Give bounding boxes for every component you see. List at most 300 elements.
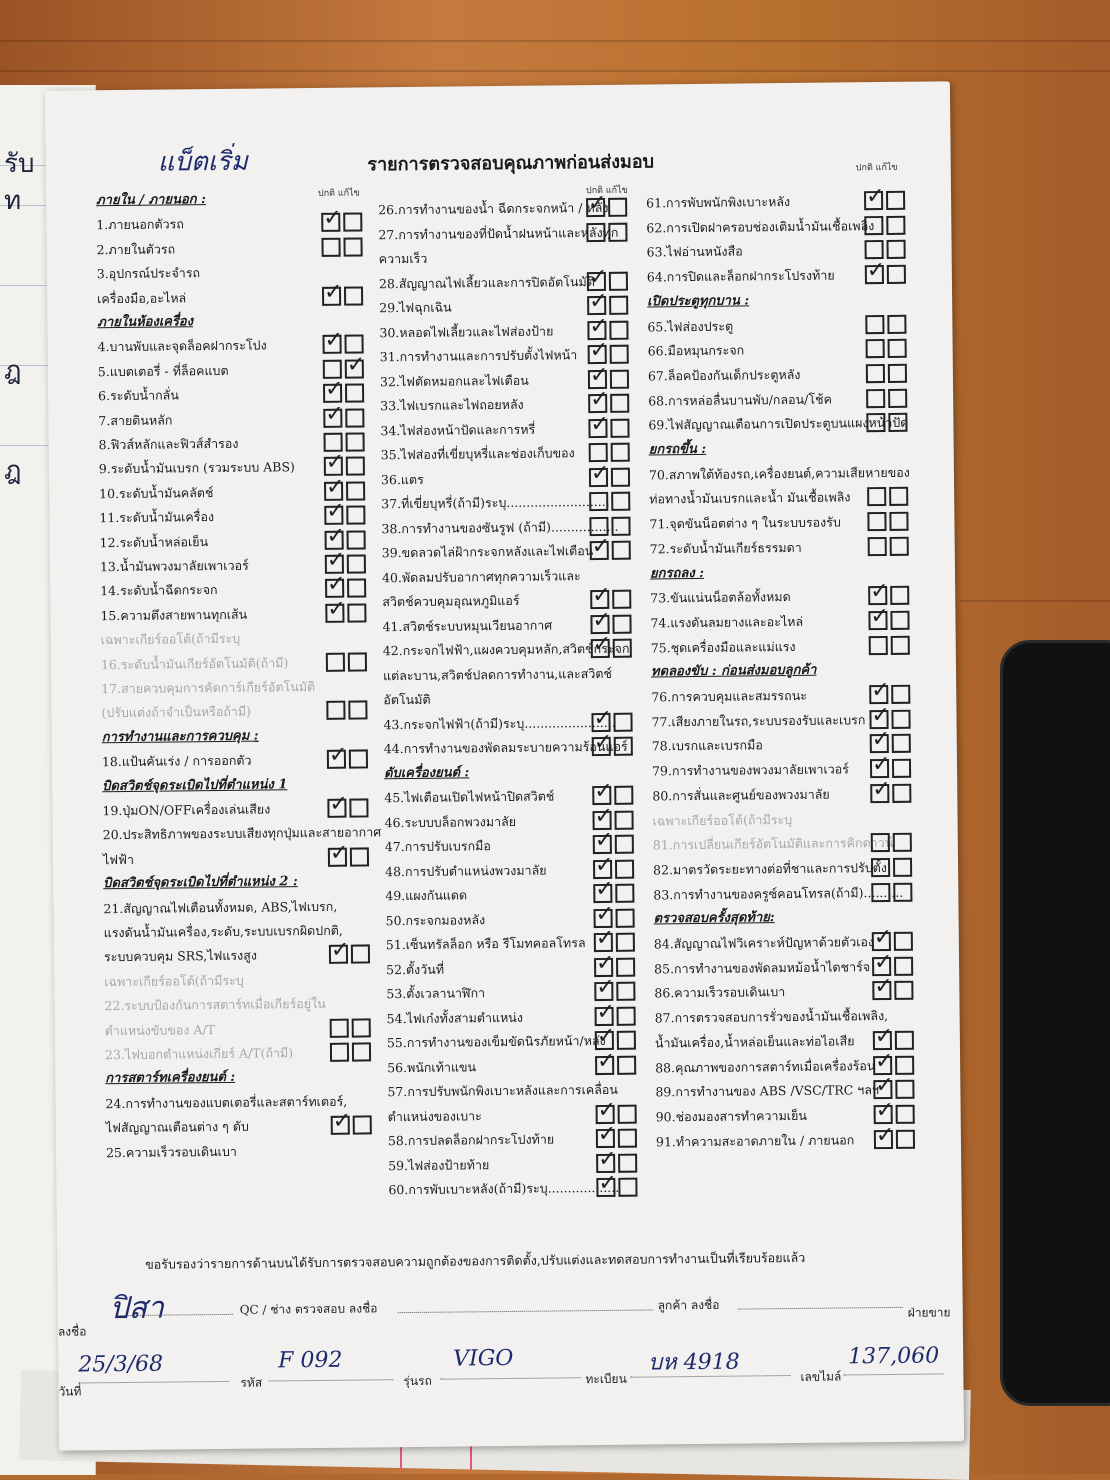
fix-checkbox[interactable] (610, 345, 629, 364)
normal-checkbox[interactable] (324, 481, 343, 500)
checklist-item: เฉพาะเกียร์ออโต้(ถ้ามีระบุ (652, 811, 793, 828)
fix-checkbox[interactable] (892, 734, 911, 753)
fix-checkbox[interactable] (612, 590, 631, 609)
fix-checkbox[interactable] (894, 981, 913, 1000)
fix-checkbox[interactable] (352, 1018, 371, 1037)
fix-checkbox[interactable] (893, 858, 912, 877)
normal-checkbox[interactable] (868, 611, 887, 630)
normal-checkbox[interactable] (588, 394, 607, 413)
fix-checkbox[interactable] (888, 339, 907, 358)
normal-checkbox[interactable] (873, 1031, 892, 1050)
checklist-item: 17.สายควบคุมการคัดการ์เกียร์อัตโนมัติ (101, 678, 316, 697)
normal-checkbox[interactable] (596, 1178, 615, 1197)
checklist-item: 2.ภายในตัวรถ (96, 241, 176, 258)
registration-label: ทะเบียน (585, 1371, 627, 1387)
fix-checkbox[interactable] (349, 798, 368, 817)
fix-checkbox[interactable] (347, 603, 366, 622)
fix-checkbox[interactable] (615, 908, 634, 927)
checklist-item: 47.การปรับเบรกมือ (384, 838, 491, 855)
fix-checkbox[interactable] (345, 384, 364, 403)
checklist-item: เครื่องมือ,อะไหล่ (97, 289, 187, 306)
checklist-item: 36.แตร (380, 471, 424, 487)
checklist-item: 21.สัญญาณไฟเตือนทั้งหมด, ABS,ไฟเบรก, (103, 898, 338, 916)
checklist-item: 70.สภาพใต้ท้องรถ,เครื่องยนต์,ความเสียหายของ (648, 464, 910, 483)
fix-checkbox[interactable] (895, 1080, 914, 1099)
fix-checkbox[interactable] (346, 432, 365, 451)
checklist-item: 61.การพับพนักพิงเบาะหลัง (646, 193, 791, 211)
checklist-item: 83.การทำงานของครูซ์คอนโทรล(ถ้ามี).......... (653, 884, 904, 903)
fix-checkbox[interactable] (343, 237, 362, 256)
fix-checkbox[interactable] (613, 712, 632, 731)
normal-checkbox[interactable] (324, 433, 343, 452)
checklist-item: 79.การทำงานของพวงมาลัยเพาเวอร์ (651, 761, 850, 779)
checklist-item: 20.ประสิทธิภาพของระบบเสียงทุกปุ่มและสายอากาศ (102, 824, 382, 843)
checklist-item: 90.ช่องมองสารทำความเย็น (655, 1107, 807, 1125)
fix-checkbox[interactable] (891, 685, 910, 704)
model-value: VIGO (453, 1345, 514, 1372)
fix-checkbox[interactable] (610, 369, 629, 388)
fix-checkbox[interactable] (609, 296, 628, 315)
fix-checkbox[interactable] (616, 982, 635, 1001)
fix-checkbox[interactable] (614, 737, 633, 756)
checklist-item: เฉพาะเกียร์ออโต้(ถ้ามีระบุ (100, 630, 241, 648)
checklist-item: 27.การทำงานของที่ปัดน้ำฝนหน้าและหลังทุก (378, 224, 619, 242)
checklist-item: 53.ตั้งเวลานาฬิกา (386, 985, 486, 1002)
normal-checkbox[interactable] (593, 835, 612, 854)
checklist-item: 24.การทำงานของแบตเตอรี่และสตาร์ทเตอร์, (105, 1093, 348, 1111)
checklist-item: 41.สวิตช์ระบบหมุนเวียนอากาศ (382, 616, 553, 634)
fix-checkbox[interactable] (617, 1055, 636, 1074)
normal-checkbox[interactable] (869, 636, 888, 655)
fix-checkbox[interactable] (352, 1042, 371, 1061)
normal-checkbox[interactable] (872, 957, 891, 976)
normal-checkbox[interactable] (868, 586, 887, 605)
normal-checkbox[interactable] (327, 750, 346, 769)
normal-checkbox[interactable] (325, 530, 344, 549)
checklist-item: 22.ระบบป้องกันการสตาร์ทเมื่อเกียร์อยู่ใน (104, 996, 326, 1014)
fix-checkbox[interactable] (893, 882, 912, 901)
normal-checkbox[interactable] (590, 590, 609, 609)
fix-checkbox[interactable] (893, 833, 912, 852)
fix-checkbox[interactable] (611, 516, 630, 535)
fix-checkbox[interactable] (609, 271, 628, 290)
checklist-item: 62.การเปิดฝาครอบช่องเติมน้ำมันเชื้อเพลิง (646, 217, 875, 236)
normal-checkbox[interactable] (873, 1055, 892, 1074)
checklist-item: 51.เซ็นทรัลล็อก หรือ รีโมทคอลโทรล (385, 935, 586, 953)
column-header: ปกติ แก้ไข (585, 185, 628, 197)
fix-checkbox[interactable] (616, 957, 635, 976)
normal-checkbox[interactable] (591, 712, 610, 731)
fix-checkbox[interactable] (346, 481, 365, 500)
normal-checkbox[interactable] (595, 1006, 614, 1025)
checklist-item: 34.ไฟส่องหน้าปัดและการหรี่ (380, 421, 536, 438)
checklist-item: 75.ชุดเครื่องมือและแม่แรง (650, 638, 796, 656)
certification-text: ขอรับรองว่ารายการด้านบนได้รับการตรวจสอบความถูกต้องของการติดตั้ง,ปรับแต่งและทดสอบการทำงานเป็นที่เรียบร้อยแล้ว (145, 1249, 806, 1272)
normal-checkbox[interactable] (326, 701, 345, 720)
normal-checkbox[interactable] (865, 265, 884, 284)
normal-checkbox[interactable] (586, 222, 605, 241)
checklist-item: แต่ละบาน,สวิตช์ปลดการทำงาน,และสวิตช์ (382, 665, 612, 683)
checklist-item: 38.การทำงานของซันรูฟ (ถ้ามี)................. (381, 518, 619, 536)
checklist-item: 87.การตรวจสอบการรั่วของน้ำมันเชื้อเพลิง, (654, 1008, 889, 1026)
normal-checkbox[interactable] (594, 957, 613, 976)
checklist-item: 50.กระจกมองหลัง (385, 911, 486, 928)
normal-checkbox[interactable] (322, 335, 341, 354)
checklist-item: ไฟสัญญาณเตือนต่าง ๆ ดับ (105, 1118, 249, 1136)
phone (1000, 640, 1110, 1406)
fix-checkbox[interactable] (887, 240, 906, 259)
checklist-item: 58.การปลดล็อกฝากระโปงท้าย (387, 1131, 555, 1149)
normal-checkbox[interactable] (323, 384, 342, 403)
checklist-item: 43.กระจกไฟฟ้า(ถ้ามี)ระบุ....................... (383, 714, 616, 732)
fix-checkbox[interactable] (348, 652, 367, 671)
checklist-item: 84.สัญญาณไฟวิเคราะห์ปัญหาด้วยตัวเอง (653, 934, 875, 952)
fix-checkbox[interactable] (891, 635, 910, 654)
normal-checkbox[interactable] (865, 240, 884, 259)
fix-checkbox[interactable] (617, 1006, 636, 1025)
normal-checkbox[interactable] (592, 810, 611, 829)
checklist-item: 49.แผงกันแดด (385, 887, 468, 904)
normal-checkbox[interactable] (329, 945, 348, 964)
fix-checkbox[interactable] (890, 586, 909, 605)
normal-checkbox[interactable] (596, 1104, 615, 1123)
normal-checkbox[interactable] (589, 443, 608, 462)
fix-checkbox[interactable] (609, 320, 628, 339)
normal-checkbox[interactable] (331, 1116, 350, 1135)
section-heading: ภายใน / ภายนอก : (95, 192, 207, 209)
checklist-item: ระบบควบคุม SRS,ไฟแรงสูง (103, 947, 258, 965)
checklist-item: 54.ไฟเก๋งทั้งสามตำแหน่ง (386, 1009, 523, 1026)
checklist-item: 82.มาตรวัดระยะทางต่อที่ชาและการปรับตั้ง (653, 859, 888, 878)
checklist-item: ไฟฟ้า (102, 851, 135, 868)
checklist-item: อัตโนมัติ (383, 691, 431, 708)
normal-checkbox[interactable] (592, 737, 611, 756)
fix-checkbox[interactable] (353, 1116, 372, 1135)
fix-checkbox[interactable] (349, 750, 368, 769)
fix-checkbox[interactable] (886, 215, 905, 234)
checklist-item: 11.ระดับน้ำมันเครื่อง (99, 509, 215, 526)
checklist-item: น้ำมันเครื่อง,น้ำหล่อเย็นและท่อไอเสีย (654, 1033, 855, 1051)
normal-checkbox[interactable] (596, 1129, 615, 1148)
checklist-item: 12.ระดับน้ำหล่อเย็น (99, 533, 209, 550)
normal-checkbox[interactable] (321, 213, 340, 232)
normal-checkbox[interactable] (874, 1105, 893, 1124)
fix-checkbox[interactable] (889, 512, 908, 531)
checklist-item: ตำแหน่งขับของ A/T (104, 1021, 216, 1038)
fix-checkbox[interactable] (614, 786, 633, 805)
checklist-item: 60.การพับเบาะหลัง(ถ้ามี)ระบุ.................. (388, 1179, 620, 1198)
normal-checkbox[interactable] (595, 1055, 614, 1074)
checklist-item: 80.การสั่นและศูนย์ของพวงมาลัย (652, 786, 830, 804)
fix-checkbox[interactable] (611, 467, 630, 486)
section-heading: บิดสวิตช์จุดระเบิดไปที่ตำแหน่ง 1 (102, 776, 288, 794)
checklist-item: 71.จุดขันน็อตต่าง ๆ ในระบบรองรับ (649, 514, 841, 532)
checklist-item: 8.ฟิวส์หลักและฟิวส์สำรอง (98, 435, 239, 453)
normal-checkbox[interactable] (322, 286, 341, 305)
normal-checkbox[interactable] (589, 467, 608, 486)
qc-label: QC / ช่าง ตรวจสอบ ลงชื่อ (239, 1301, 378, 1317)
fix-checkbox[interactable] (888, 413, 907, 432)
notebook-mark: ฎ (4, 356, 22, 386)
normal-checkbox[interactable] (866, 339, 885, 358)
fix-checkbox[interactable] (348, 701, 367, 720)
normal-checkbox[interactable] (321, 237, 340, 256)
checklist-item: 13.น้ำมันพวงมาลัยเพาเวอร์ (99, 557, 249, 575)
normal-checkbox[interactable] (323, 359, 342, 378)
fix-checkbox[interactable] (613, 639, 632, 658)
normal-checkbox[interactable] (590, 541, 609, 560)
fix-checkbox[interactable] (612, 614, 631, 633)
fix-checkbox[interactable] (618, 1129, 637, 1148)
checklist-item: 31.การทำงานและการปรับตั้งไฟหน้า (379, 347, 578, 365)
checklist-item: ท่อทางน้ำมันเบรกและน้ำ มันเชื้อเพลิง (649, 489, 851, 507)
checklist-item: 3.อุปกรณ์ประจำรถ (96, 265, 201, 282)
sign-label: ลงชื่อ (57, 1324, 87, 1339)
normal-checkbox[interactable] (587, 296, 606, 315)
normal-checkbox[interactable] (594, 933, 613, 952)
fix-checkbox[interactable] (347, 579, 366, 598)
fix-checkbox[interactable] (351, 945, 370, 964)
normal-checkbox[interactable] (323, 408, 342, 427)
checklist-item: 91.ทำความสะอาดภายใน / ภายนอก (655, 1131, 855, 1150)
checklist-item: 23.ไฟบอกตำแหน่งเกียร์ A/T(ถ้ามี) (104, 1045, 294, 1063)
column-header: ปกติ แก้ไข (855, 162, 898, 174)
checklist-item: 89.การทำงานของ ABS /VSC/TRC ฯลฯ (655, 1082, 880, 1100)
fix-checkbox[interactable] (343, 213, 362, 232)
normal-checkbox[interactable] (868, 537, 887, 556)
checklist-item: 88.คุณภาพของการสตาร์ทเมื่อเครื่องร้อน (655, 1057, 876, 1075)
normal-checkbox[interactable] (866, 364, 885, 383)
fix-checkbox[interactable] (614, 810, 633, 829)
checklist-item: 4.บานพับและจุดล็อคฝากระโปง (97, 337, 267, 355)
normal-checkbox[interactable] (589, 492, 608, 511)
fix-checkbox[interactable] (887, 314, 906, 333)
normal-checkbox[interactable] (327, 799, 346, 818)
checklist-item: 6.ระดับน้ำกลั่น (98, 387, 179, 404)
customer-label: ลูกค้า ลงชื่อ (657, 1297, 720, 1313)
normal-checkbox[interactable] (325, 555, 344, 574)
checklist-item: 55.การทำงานของเข็มขัดนิรภัยหน้า/หลัง (386, 1032, 606, 1051)
fix-checkbox[interactable] (610, 394, 629, 413)
fix-checkbox[interactable] (889, 487, 908, 506)
fix-checkbox[interactable] (892, 784, 911, 803)
section-heading: เปิดประตูทุกบาน : (647, 293, 750, 310)
normal-checkbox[interactable] (596, 1153, 615, 1172)
fix-checkbox[interactable] (618, 1178, 637, 1197)
fix-checkbox[interactable] (344, 286, 363, 305)
checklist-item: 81.การเปลี่ยนเกียร์อัตโนมัติและการคิกดาวน์ (652, 835, 894, 853)
normal-checkbox[interactable] (594, 982, 613, 1001)
checklist-item: 65.ไฟส่องประตู (647, 318, 734, 334)
fix-checkbox[interactable] (608, 222, 627, 241)
fix-checkbox[interactable] (611, 443, 630, 462)
normal-checkbox[interactable] (871, 833, 890, 852)
fix-checkbox[interactable] (344, 335, 363, 354)
fix-checkbox[interactable] (346, 506, 365, 525)
checklist-item: 18.แป้นคันเร่ง / การออกตัว (101, 752, 252, 770)
checklist-item: 57.การปรับพนักพิงเบาะหลังและการเคลื่อน (387, 1081, 618, 1100)
fix-checkbox[interactable] (896, 1129, 915, 1148)
mileage-label: เลขไมล์ (800, 1369, 842, 1384)
checklist-item: 76.การควบคุมและสมรรถนะ (651, 687, 808, 705)
fix-checkbox[interactable] (894, 956, 913, 975)
fix-checkbox[interactable] (615, 859, 634, 878)
checklist-item: 72.ระดับน้ำมันเกียร์ธรรมดา (649, 539, 802, 557)
normal-checkbox[interactable] (325, 603, 344, 622)
fix-checkbox[interactable] (886, 191, 905, 210)
checklist-item: แรงดันน้ำมันเครื่อง,ระดับ,ระบบเบรกผิดปกติ, (103, 922, 343, 941)
checklist-item: 7.สายดินหลัก (98, 412, 173, 428)
normal-checkbox[interactable] (865, 314, 884, 333)
fix-checkbox[interactable] (618, 1104, 637, 1123)
checklist-item: (ปรับแต่งถ้าจำเป็นหรือถ้ามี) (101, 704, 252, 721)
checklist-item: 67.ล็อคป้องกันเด็กประตูหลัง (647, 366, 801, 384)
registration-value: บห 4918 (648, 1349, 740, 1376)
notebook-mark: ท (4, 186, 22, 216)
fix-checkbox[interactable] (890, 537, 909, 556)
normal-checkbox[interactable] (591, 639, 610, 658)
checklist-item: ความเร็ว (378, 250, 428, 267)
mileage-value: 137,060 (848, 1343, 940, 1370)
checklist-item: 29.ไฟฉุกเฉิน (379, 299, 452, 316)
normal-checkbox[interactable] (328, 847, 347, 866)
normal-checkbox[interactable] (870, 784, 889, 803)
fix-checkbox[interactable] (612, 541, 631, 560)
fix-checkbox[interactable] (611, 492, 630, 511)
fix-checkbox[interactable] (345, 359, 364, 378)
normal-checkbox[interactable] (330, 1043, 349, 1062)
sales-label: ฝ่ายขาย (907, 1305, 951, 1320)
fix-checkbox[interactable] (895, 1055, 914, 1074)
fix-checkbox[interactable] (618, 1153, 637, 1172)
fix-checkbox[interactable] (608, 198, 627, 217)
fix-checkbox[interactable] (347, 554, 366, 573)
normal-checkbox[interactable] (869, 685, 888, 704)
normal-checkbox[interactable] (874, 1130, 893, 1149)
normal-checkbox[interactable] (324, 457, 343, 476)
section-heading: ดับเครื่องยนต์ : (383, 764, 470, 781)
checklist-item: 37.ที่เขี่ยบุหรี่(ถ้ามี)ระบุ.......................... (381, 493, 610, 512)
checklist-item: 35.ไฟส่องที่เขี่ยบุหรี่และช่องเก็บของ (380, 445, 575, 463)
notebook-mark: ฎ (4, 456, 22, 486)
checklist-item: 46.ระบบบล็อกพวงมาลัย (384, 813, 517, 830)
fix-checkbox[interactable] (888, 364, 907, 383)
fix-checkbox[interactable] (350, 847, 369, 866)
checklist-sheet (45, 81, 964, 1450)
fix-checkbox[interactable] (888, 388, 907, 407)
checklist-item: 64.การปิดและล็อกฝากระโปรงท้าย (646, 267, 835, 285)
normal-checkbox[interactable] (587, 271, 606, 290)
normal-checkbox[interactable] (325, 579, 344, 598)
fix-checkbox[interactable] (894, 932, 913, 951)
fix-checkbox[interactable] (617, 1031, 636, 1050)
normal-checkbox[interactable] (869, 710, 888, 729)
normal-checkbox[interactable] (593, 859, 612, 878)
normal-checkbox[interactable] (588, 345, 607, 364)
checklist-item: 30.หลอดไฟเลี้ยวและไฟส่องป้าย (379, 322, 554, 340)
section-heading: ภายในห้องเครื่อง (97, 314, 194, 331)
normal-checkbox[interactable] (593, 884, 612, 903)
checklist-item: 78.เบรกและเบรกมือ (651, 737, 763, 754)
normal-checkbox[interactable] (330, 1018, 349, 1037)
code-value: F 092 (278, 1347, 343, 1374)
normal-checkbox[interactable] (588, 418, 607, 437)
fix-checkbox[interactable] (892, 759, 911, 778)
checklist-item: 69.ไฟสัญญาณเตือนการเปิดประตูบนแผงหน้าปัด (648, 415, 909, 433)
normal-checkbox[interactable] (866, 389, 885, 408)
checklist-item: 19.ปุ่มON/OFFเครื่องเล่นเสียง (102, 801, 271, 819)
page-title: รายการตรวจสอบคุณภาพก่อนส่งมอบ (367, 151, 655, 176)
normal-checkbox[interactable] (589, 516, 608, 535)
fix-checkbox[interactable] (616, 933, 635, 952)
normal-checkbox[interactable] (872, 981, 891, 1000)
checklist-item: 5.แบตเตอรี่ - ที่ล็อคแบต (97, 362, 229, 380)
normal-checkbox[interactable] (872, 932, 891, 951)
qc-signature: ปิสา (109, 1290, 165, 1327)
normal-checkbox[interactable] (592, 786, 611, 805)
normal-checkbox[interactable] (870, 759, 889, 778)
section-heading: ยกรถลง : (649, 565, 705, 581)
fix-checkbox[interactable] (887, 265, 906, 284)
checklist-item: สวิตช์ควบคุมอุณหภูมิแอร์ (382, 592, 520, 610)
column-header: ปกติ แก้ไข (317, 188, 360, 199)
normal-checkbox[interactable] (866, 413, 885, 432)
code-label: รหัส (240, 1375, 263, 1390)
normal-checkbox[interactable] (326, 652, 345, 671)
normal-checkbox[interactable] (588, 369, 607, 388)
normal-checkbox[interactable] (871, 858, 890, 877)
notebook-mark: รับ (4, 149, 35, 179)
checklist-item: 68.การหล่อลื่นบานพับ/กลอน/โช้ค (648, 391, 832, 409)
checklist-item: เฉพาะเกียร์ออโต้(ถ้ามีระบุ (104, 972, 244, 989)
checklist-item: 74.แรงดันลมยางและอะไหล่ (650, 613, 804, 631)
checklist-item: 28.สัญญาณไฟเลี้ยวและการปิดอัตโนมัติ (378, 273, 595, 291)
fix-checkbox[interactable] (890, 611, 909, 630)
checklist-item: 77.เสียงภายในรถ,ระบบรองรับและเบรก (651, 711, 866, 730)
fix-checkbox[interactable] (896, 1105, 915, 1124)
checklist-item: 25.ความเร็วรอบเดินเบา (105, 1143, 237, 1160)
normal-checkbox[interactable] (324, 506, 343, 525)
normal-checkbox[interactable] (587, 320, 606, 339)
normal-checkbox[interactable] (593, 908, 612, 927)
fix-checkbox[interactable] (615, 884, 634, 903)
normal-checkbox[interactable] (867, 487, 886, 506)
date-value: 25/3/68 (78, 1351, 164, 1378)
checklist-item: 44.การทำงานของพัดลมระบายความร้อนแอร์ (383, 738, 628, 757)
normal-checkbox[interactable] (867, 512, 886, 531)
normal-checkbox[interactable] (864, 191, 883, 210)
fix-checkbox[interactable] (615, 835, 634, 854)
fix-checkbox[interactable] (347, 530, 366, 549)
normal-checkbox[interactable] (870, 734, 889, 753)
fix-checkbox[interactable] (345, 408, 364, 427)
fix-checkbox[interactable] (346, 457, 365, 476)
checklist-item: 32.ไฟตัดหมอกและไฟเตือน (379, 372, 529, 389)
model-label: รุ่นรถ (403, 1373, 432, 1389)
checklist-item: 66.มือหมุนกระจก (647, 342, 745, 359)
fix-checkbox[interactable] (610, 418, 629, 437)
fix-checkbox[interactable] (895, 1031, 914, 1050)
fix-checkbox[interactable] (891, 709, 910, 728)
normal-checkbox[interactable] (590, 614, 609, 633)
normal-checkbox[interactable] (873, 1080, 892, 1099)
section-heading: การทำงานและการควบคุม : (101, 728, 259, 746)
normal-checkbox[interactable] (595, 1031, 614, 1050)
normal-checkbox[interactable] (864, 216, 883, 235)
normal-checkbox[interactable] (871, 883, 890, 902)
normal-checkbox[interactable] (586, 198, 605, 217)
checklist-item: 86.ความเร็วรอบเดินเบา (654, 984, 786, 1001)
